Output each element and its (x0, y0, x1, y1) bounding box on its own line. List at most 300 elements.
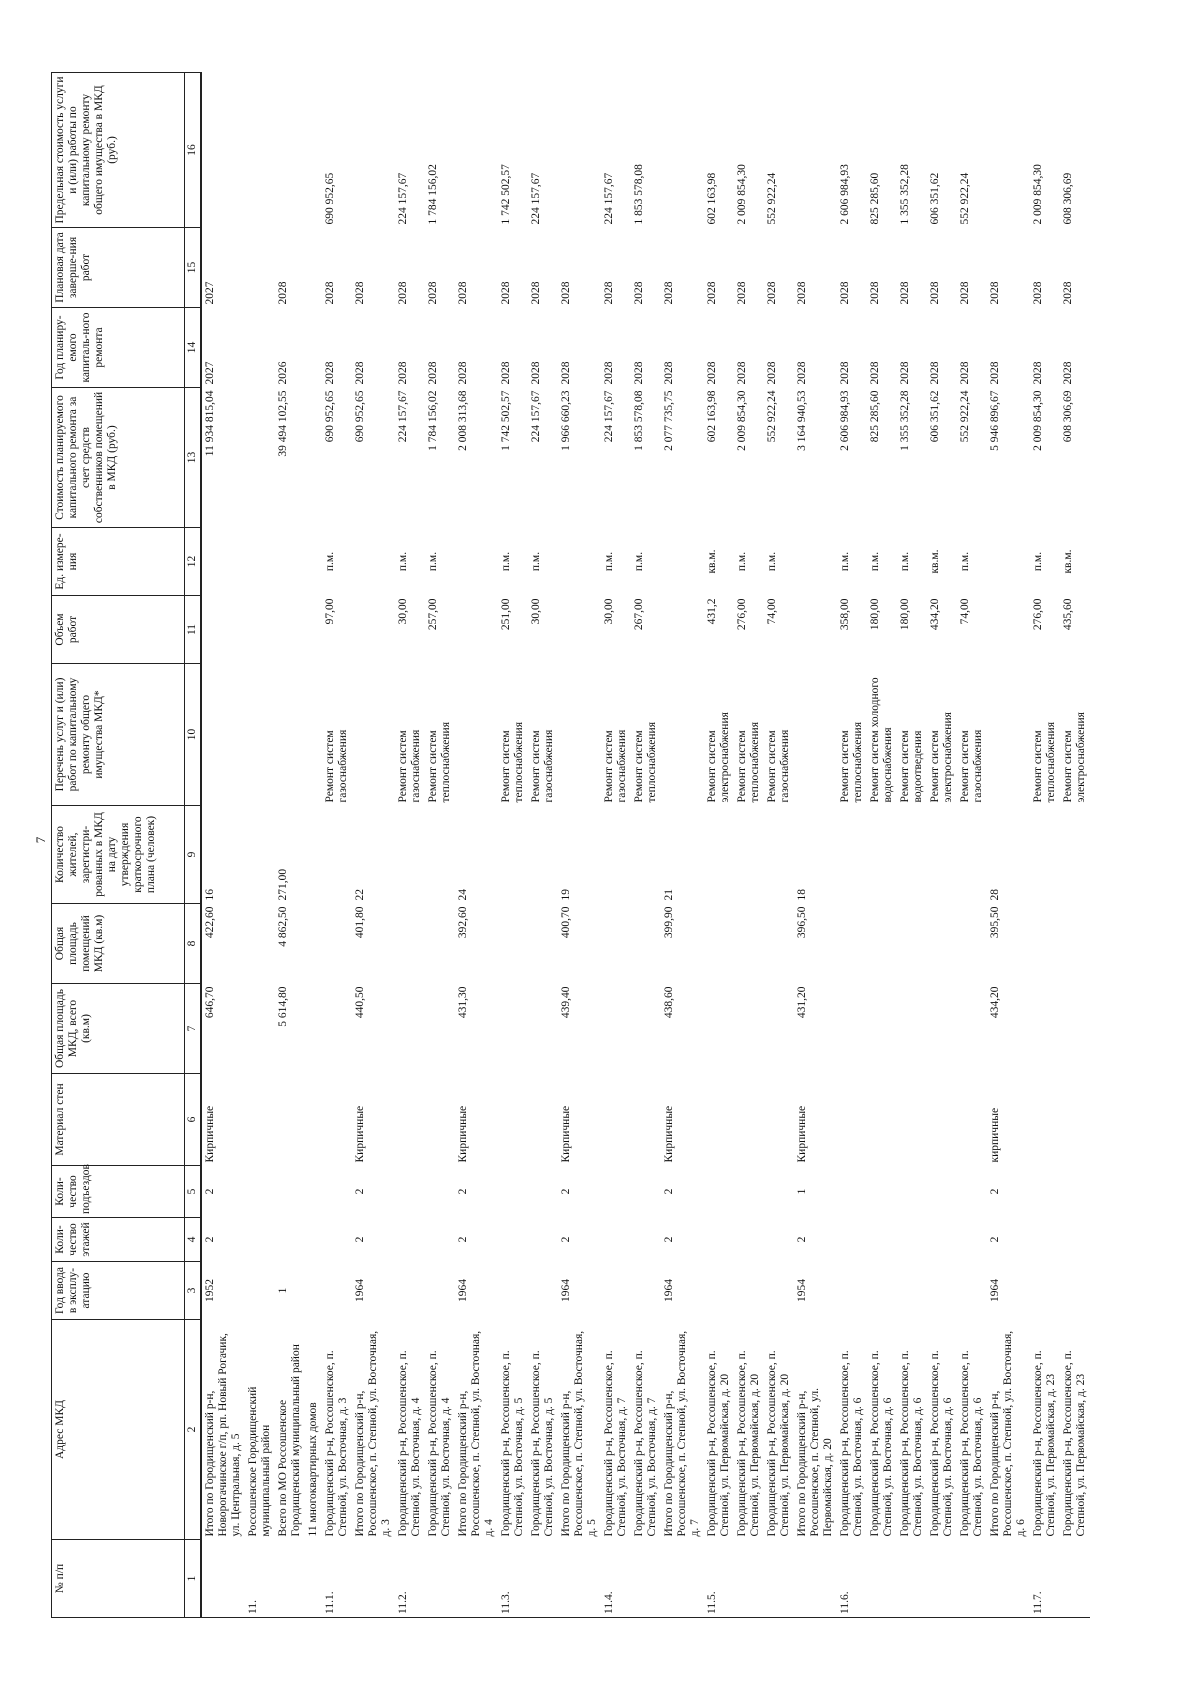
table-cell: 4 862,50 (277, 906, 289, 947)
table-cell (201, 596, 245, 664)
table-cell (601, 1262, 631, 1320)
table-cell: Кирпичные (354, 1105, 366, 1163)
table-cell (661, 73, 704, 228)
table-cell: 2028 (959, 281, 971, 305)
table-cell: 439,40 (560, 986, 572, 1019)
table-cell (528, 806, 558, 904)
table-cell (498, 806, 528, 904)
table-cell (425, 984, 455, 1074)
table-cell: 2028 (530, 281, 542, 305)
table-cell: 11.5. (704, 1540, 734, 1618)
table-cell: Кирпичные (560, 1105, 572, 1163)
table-cell (764, 904, 794, 984)
table-cell (245, 904, 275, 984)
table-row (528, 73, 558, 1618)
table-cell: п.м. (736, 551, 748, 572)
table-cell: Ремонт систем теплоснабжения (427, 722, 452, 803)
table-cell: 1964 (560, 1279, 572, 1302)
table-cell (245, 806, 275, 904)
table-cell: Городищенский р-н, Россошенское, п. Степной, ул. Восточная, д. 6 (929, 1350, 954, 1537)
table-cell (275, 664, 305, 806)
table-cell: 825 285,60 (869, 172, 881, 225)
table-cell: 11.7. (1030, 1540, 1060, 1618)
table-cell: 2028 (603, 281, 615, 305)
table-cell (352, 73, 395, 228)
table-cell: 2028 (1032, 361, 1044, 385)
table-cell: 602 163,98 (706, 172, 718, 225)
table-cell (352, 1540, 395, 1618)
table-cell: 11.1. (322, 1540, 352, 1618)
table-cell (1030, 1262, 1060, 1320)
column-header: Год ввода в эксплу-атацию (52, 1262, 185, 1320)
table-cell: 2 (457, 1188, 469, 1195)
table-cell (897, 1166, 927, 1218)
table-cell: 22 (354, 889, 366, 901)
table-cell (352, 596, 395, 664)
table-cell (352, 528, 395, 596)
table-cell: Ремонт систем электроснабжения (706, 712, 731, 803)
table-cell: п.м. (633, 551, 645, 572)
table-cell: 2 077 735,75 (663, 390, 675, 451)
table-row (897, 73, 927, 1618)
table-cell: Ремонт систем газоснабжения (324, 729, 349, 803)
table-cell: 2 008 313,68 (457, 390, 469, 451)
column-number: 15 (185, 228, 202, 308)
table-cell (794, 1540, 837, 1618)
table-cell: 2028 (277, 281, 289, 305)
table-cell: Городищенский р-н, Россошенское, п. Степной, ул. Восточная, д. 3 (324, 1350, 349, 1537)
table-cell (927, 806, 957, 904)
table-cell: 440,50 (354, 986, 366, 1019)
table-cell: Итого по Городищенский р-н, Россошенское, п. Степной, ул. Восточная, д. 7 (663, 1330, 701, 1537)
table-cell: 2028 (899, 361, 911, 385)
table-cell: Городищенский р-н, Россошенское, п. Степной, ул. Первомайская, д. 20 (706, 1350, 731, 1537)
table-cell: 11.3. (498, 1540, 528, 1618)
table-cell: 602 163,98 (706, 390, 718, 443)
table-cell: 2028 (869, 361, 881, 385)
table-cell: Итого по Городищенский р-н, Россошенское, п. Степной, ул. Восточная, д. 3 (354, 1330, 392, 1537)
table-cell: 2 (354, 1188, 366, 1195)
table-cell: 1964 (457, 1279, 469, 1302)
table-cell (305, 1166, 322, 1218)
column-number: 1 (185, 1540, 202, 1618)
table-cell (957, 1218, 987, 1262)
table-row (1060, 73, 1090, 1618)
table-cell (305, 73, 322, 228)
table-row (867, 73, 897, 1618)
table-cell (987, 1540, 1030, 1618)
table-cell (957, 1262, 987, 1320)
table-cell (1060, 1218, 1090, 1262)
table-cell (867, 1540, 897, 1618)
table-cell: Городищенский р-н, Россошенское, п. Степной, ул. Восточная, д. 7 (603, 1350, 628, 1537)
table-cell: 2028 (603, 361, 615, 385)
table-cell: 438,60 (663, 986, 675, 1019)
table-cell: Ремонт систем теплоснабжения (633, 722, 658, 803)
table-cell (987, 664, 1030, 806)
table-row (794, 73, 837, 1618)
table-cell: 646,70 (204, 986, 216, 1019)
table-cell (734, 904, 764, 984)
table-cell (764, 1540, 794, 1618)
table-cell: 2028 (427, 281, 439, 305)
table-cell: п.м. (500, 551, 512, 572)
table-cell (305, 528, 322, 596)
table-cell (867, 1262, 897, 1320)
table-cell: 11.2. (395, 1540, 425, 1618)
table-cell (528, 1074, 558, 1166)
table-cell (201, 1540, 245, 1618)
column-header: Адрес МКД (52, 1320, 185, 1540)
table-cell (455, 664, 498, 806)
table-cell: 608 306,69 (1062, 172, 1074, 225)
column-number: 14 (185, 308, 202, 388)
table-cell (957, 1540, 987, 1618)
table-cell (305, 1262, 322, 1320)
table-cell: Городищенский р-н, Россошенское, п. Степной, ул. Восточная, д. 4 (427, 1350, 452, 1537)
table-cell: Городищенский р-н, Россошенское, п. Степной, ул. Первомайская, д. 23 (1032, 1350, 1057, 1537)
table-cell: 2027 (204, 361, 216, 385)
column-header: Общая площадь МКД, всего (кв.м) (52, 984, 185, 1074)
table-cell: 2028 (766, 281, 778, 305)
table-cell: 30,00 (530, 598, 542, 625)
table-cell (322, 1166, 352, 1218)
table-cell (322, 1262, 352, 1320)
table-cell (661, 528, 704, 596)
table-cell (631, 1262, 661, 1320)
table-cell (794, 664, 837, 806)
table-cell (957, 1166, 987, 1218)
table-body (201, 73, 1090, 1618)
column-number: 16 (185, 73, 202, 228)
table-cell (927, 984, 957, 1074)
column-header: Год планиру-емого капиталь-ного ремонта (52, 308, 185, 388)
table-cell: 1954 (796, 1279, 808, 1302)
table-cell (322, 904, 352, 984)
table-cell (395, 984, 425, 1074)
table-cell: 552 922,24 (766, 390, 778, 443)
table-cell: 2 (663, 1236, 675, 1243)
table-cell: 399,90 (663, 906, 675, 939)
table-cell (601, 1074, 631, 1166)
page-number: 7 (33, 836, 48, 844)
table-cell (425, 1074, 455, 1166)
table-cell (245, 984, 275, 1074)
table-cell: 1964 (663, 1279, 675, 1302)
table-cell (794, 73, 837, 228)
table-cell (395, 1262, 425, 1320)
column-number: 12 (185, 528, 202, 596)
table-cell (305, 984, 322, 1074)
table-cell (631, 1074, 661, 1166)
table-cell (245, 308, 275, 388)
table-cell: п.м. (839, 551, 851, 572)
table-cell: 392,60 (457, 906, 469, 939)
table-cell (395, 1074, 425, 1166)
table-cell (245, 1218, 275, 1262)
table-row (322, 73, 352, 1618)
table-cell: 2028 (839, 361, 851, 385)
table-cell (425, 1540, 455, 1618)
table-cell: Ремонт систем электроснабжения (1062, 712, 1087, 803)
table-cell (425, 1262, 455, 1320)
table-cell (498, 1218, 528, 1262)
table-cell: 267,00 (633, 598, 645, 631)
table-cell: Ремонт систем теплоснабжения (500, 722, 525, 803)
table-cell (601, 1166, 631, 1218)
table-cell: Итого по Городищенский р-н, Россошенское, п. Степной, ул. Восточная, д. 4 (457, 1330, 495, 1537)
document-page (25, 40, 1155, 1640)
table-cell (201, 73, 245, 228)
table-cell (1030, 904, 1060, 984)
table-cell (867, 1218, 897, 1262)
table-cell: 1 742 502,57 (500, 164, 512, 225)
table-cell (897, 984, 927, 1074)
table-cell (704, 1074, 734, 1166)
table-cell (245, 664, 275, 806)
table-cell (837, 904, 867, 984)
table-cell (631, 1540, 661, 1618)
column-number: 3 (185, 1262, 202, 1320)
table-cell: Ремонт систем газоснабжения (603, 729, 628, 803)
table-cell (275, 1218, 305, 1262)
table-cell (867, 984, 897, 1074)
table-cell (897, 1074, 927, 1166)
table-cell (631, 1218, 661, 1262)
table-cell (275, 528, 305, 596)
table-cell (601, 984, 631, 1074)
table-cell: 2028 (706, 361, 718, 385)
table-cell: 1 (796, 1188, 808, 1195)
table-cell: 97,00 (324, 598, 336, 625)
table-cell: 1 853 578,08 (633, 390, 645, 451)
table-cell: 30,00 (397, 598, 409, 625)
table-cell: 257,00 (427, 598, 439, 631)
table-cell: 690 952,65 (354, 390, 366, 443)
table-cell: п.м. (427, 551, 439, 572)
table-cell (1060, 984, 1090, 1074)
table-cell (897, 1262, 927, 1320)
table-cell (305, 228, 322, 308)
table-cell: 2028 (427, 361, 439, 385)
column-header: Материал стен (52, 1074, 185, 1166)
table-cell: 2028 (899, 281, 911, 305)
table-cell (1030, 984, 1060, 1074)
table-cell (867, 904, 897, 984)
table-cell: п.м. (397, 551, 409, 572)
table-cell (498, 1262, 528, 1320)
table-cell: 18 (796, 889, 808, 901)
table-cell (455, 1540, 498, 1618)
table-row (1030, 73, 1060, 1618)
table-cell (498, 984, 528, 1074)
table-row (498, 73, 528, 1618)
table-cell: 552 922,24 (959, 390, 971, 443)
table-cell: 74,00 (766, 598, 778, 625)
column-header: Перечень услуг и (или) работ по капитальному ремонту общего имущества МКД* (52, 664, 185, 806)
table-cell (927, 1262, 957, 1320)
table-cell (631, 1166, 661, 1218)
table-cell (305, 1540, 322, 1618)
table-row (455, 73, 498, 1618)
table-cell: Ремонт систем электроснабжения (929, 712, 954, 803)
table-cell: 2028 (989, 361, 1001, 385)
table-cell (305, 596, 322, 664)
table-cell (661, 664, 704, 806)
table-cell (1030, 1166, 1060, 1218)
table-cell: Городищенский р-н, Россошенское, п. Степной, ул. Восточная, д. 6 (869, 1350, 894, 1537)
table-cell: Кирпичные (663, 1105, 675, 1163)
table-cell: п.м. (766, 551, 778, 572)
table-cell (987, 73, 1030, 228)
table-cell (601, 1218, 631, 1262)
table-cell: 2028 (324, 361, 336, 385)
table-cell: 431,20 (796, 986, 808, 1019)
table-cell: 2028 (766, 361, 778, 385)
table-cell: 2028 (929, 281, 941, 305)
table-cell (794, 528, 837, 596)
table-cell: 552 922,24 (766, 172, 778, 225)
table-cell (245, 388, 275, 528)
table-cell: 2028 (929, 361, 941, 385)
table-cell: Итого по Городищенский р-н, Россошенское, п. Степной, ул. Восточная, д. 6 (989, 1330, 1027, 1537)
table-cell (837, 984, 867, 1074)
table-cell: 2028 (706, 281, 718, 305)
table-cell: 11.6. (837, 1540, 867, 1618)
table-cell (601, 904, 631, 984)
table-cell: Итого по Городищенский р-н, Россошенское, п. Степной, ул. Первомайская, д. 20 (796, 1388, 834, 1537)
table-cell: 608 306,69 (1062, 390, 1074, 443)
table-cell (1060, 1540, 1090, 1618)
table-cell: 2026 (277, 361, 289, 385)
column-header: Ед. измере-ния (52, 528, 185, 596)
table-cell: 2028 (354, 281, 366, 305)
table-cell (734, 806, 764, 904)
table-cell (897, 1218, 927, 1262)
table-cell (837, 1218, 867, 1262)
table-cell (837, 806, 867, 904)
table-cell (558, 596, 601, 664)
table-cell: 2 (989, 1188, 1001, 1195)
table-row (957, 73, 987, 1618)
table-cell: 825 285,60 (869, 390, 881, 443)
table-cell: Итого по Городищенский р-н, Россошенское, п. Степной, ул. Восточная, д. 5 (560, 1330, 598, 1537)
table-cell (704, 904, 734, 984)
table-cell: 2 009 854,30 (1032, 390, 1044, 451)
table-cell: 2028 (457, 361, 469, 385)
table-cell (1060, 904, 1090, 984)
table-cell (528, 1540, 558, 1618)
table-cell: 2 (663, 1188, 675, 1195)
table-cell: Кирпичные (457, 1105, 469, 1163)
table-cell: 1964 (354, 1279, 366, 1302)
table-cell (734, 1074, 764, 1166)
table-cell: 2028 (736, 281, 748, 305)
column-number: 4 (185, 1218, 202, 1262)
table-cell: 552 922,24 (959, 172, 971, 225)
table-cell (425, 904, 455, 984)
table-cell: 1 (277, 1287, 289, 1294)
table-cell (957, 1074, 987, 1166)
column-header: Стоимость планируемого капитального ремонта за счет средств собственников помещений в МКД (руб.) (52, 388, 185, 528)
column-header: Предельная стоимость услуги и (или) работы по капитальному ремонту общего имущества в МКД (руб.) (52, 73, 185, 228)
table-cell: Ремонт систем водоотведения (899, 730, 924, 803)
table-header (52, 73, 202, 1618)
table-cell: 224 157,67 (603, 172, 615, 225)
table-cell: 39 494 102,55 (277, 390, 289, 457)
table-cell: 2028 (1032, 281, 1044, 305)
table-cell: Россошенское Городищенский муниципальный район (247, 1386, 272, 1537)
table-cell (1030, 806, 1060, 904)
table-row (661, 73, 704, 1618)
table-cell (455, 596, 498, 664)
table-cell (734, 1218, 764, 1262)
table-cell: Городищенский р-н, Россошенское, п. Степной, ул. Восточная, д. 5 (530, 1350, 555, 1537)
table-cell: 2028 (989, 281, 1001, 305)
table-cell (322, 1218, 352, 1262)
table-cell: 2 (204, 1188, 216, 1195)
table-cell: 2028 (796, 281, 808, 305)
table-cell: 2028 (397, 361, 409, 385)
table-cell: 396,50 (796, 906, 808, 939)
table-cell (395, 1166, 425, 1218)
table-cell (395, 1218, 425, 1262)
table-cell: 2028 (736, 361, 748, 385)
table-cell (322, 984, 352, 1074)
table-cell (987, 528, 1030, 596)
table-row (987, 73, 1030, 1618)
table-cell: 180,00 (899, 598, 911, 631)
table-cell (704, 806, 734, 904)
table-cell (528, 1262, 558, 1320)
table-cell: 180,00 (869, 598, 881, 631)
table-cell (455, 73, 498, 228)
table-cell (455, 528, 498, 596)
table-cell: Городищенский р-н, Россошенское, п. Степной, ул. Восточная, д. 6 (959, 1350, 984, 1537)
table-cell: Ремонт систем газоснабжения (766, 729, 791, 803)
table-cell: Городищенский р-н, Россошенское, п. Степной, ул. Восточная, д. 7 (633, 1350, 658, 1537)
table-cell (305, 388, 322, 528)
table-cell: 2028 (663, 281, 675, 305)
table-cell: 690 952,65 (324, 390, 336, 443)
table-cell (305, 806, 322, 904)
table-cell: 11. (245, 1540, 275, 1618)
table-cell (305, 664, 322, 806)
table-cell: 3 164 940,53 (796, 390, 808, 451)
table-cell: 11.4. (601, 1540, 631, 1618)
table-cell (1060, 1166, 1090, 1218)
table-cell (927, 1218, 957, 1262)
table-cell (704, 1218, 734, 1262)
column-header: Объем работ (52, 596, 185, 664)
table-cell (558, 73, 601, 228)
table-cell: 2028 (397, 281, 409, 305)
table-cell: 400,70 (560, 906, 572, 939)
table-cell: 2 (560, 1188, 572, 1195)
table-cell: Всего по МО Россошенское Городищенский муниципальный район (277, 1344, 302, 1537)
table-cell: 2 009 854,30 (1032, 164, 1044, 225)
table-cell (927, 1540, 957, 1618)
table-cell (395, 806, 425, 904)
table-cell: кв.м. (706, 549, 718, 574)
table-cell: п.м. (959, 551, 971, 572)
table-cell (305, 308, 322, 388)
table-cell (558, 664, 601, 806)
table-cell (245, 1166, 275, 1218)
table-cell (734, 1262, 764, 1320)
table-cell: Итого по Городищенский р-н, Новорогачинское г/п, рп. Новый Рогачик, ул. Центральная, д. 5 (204, 1333, 242, 1537)
table-cell: 2 606 984,93 (839, 390, 851, 451)
